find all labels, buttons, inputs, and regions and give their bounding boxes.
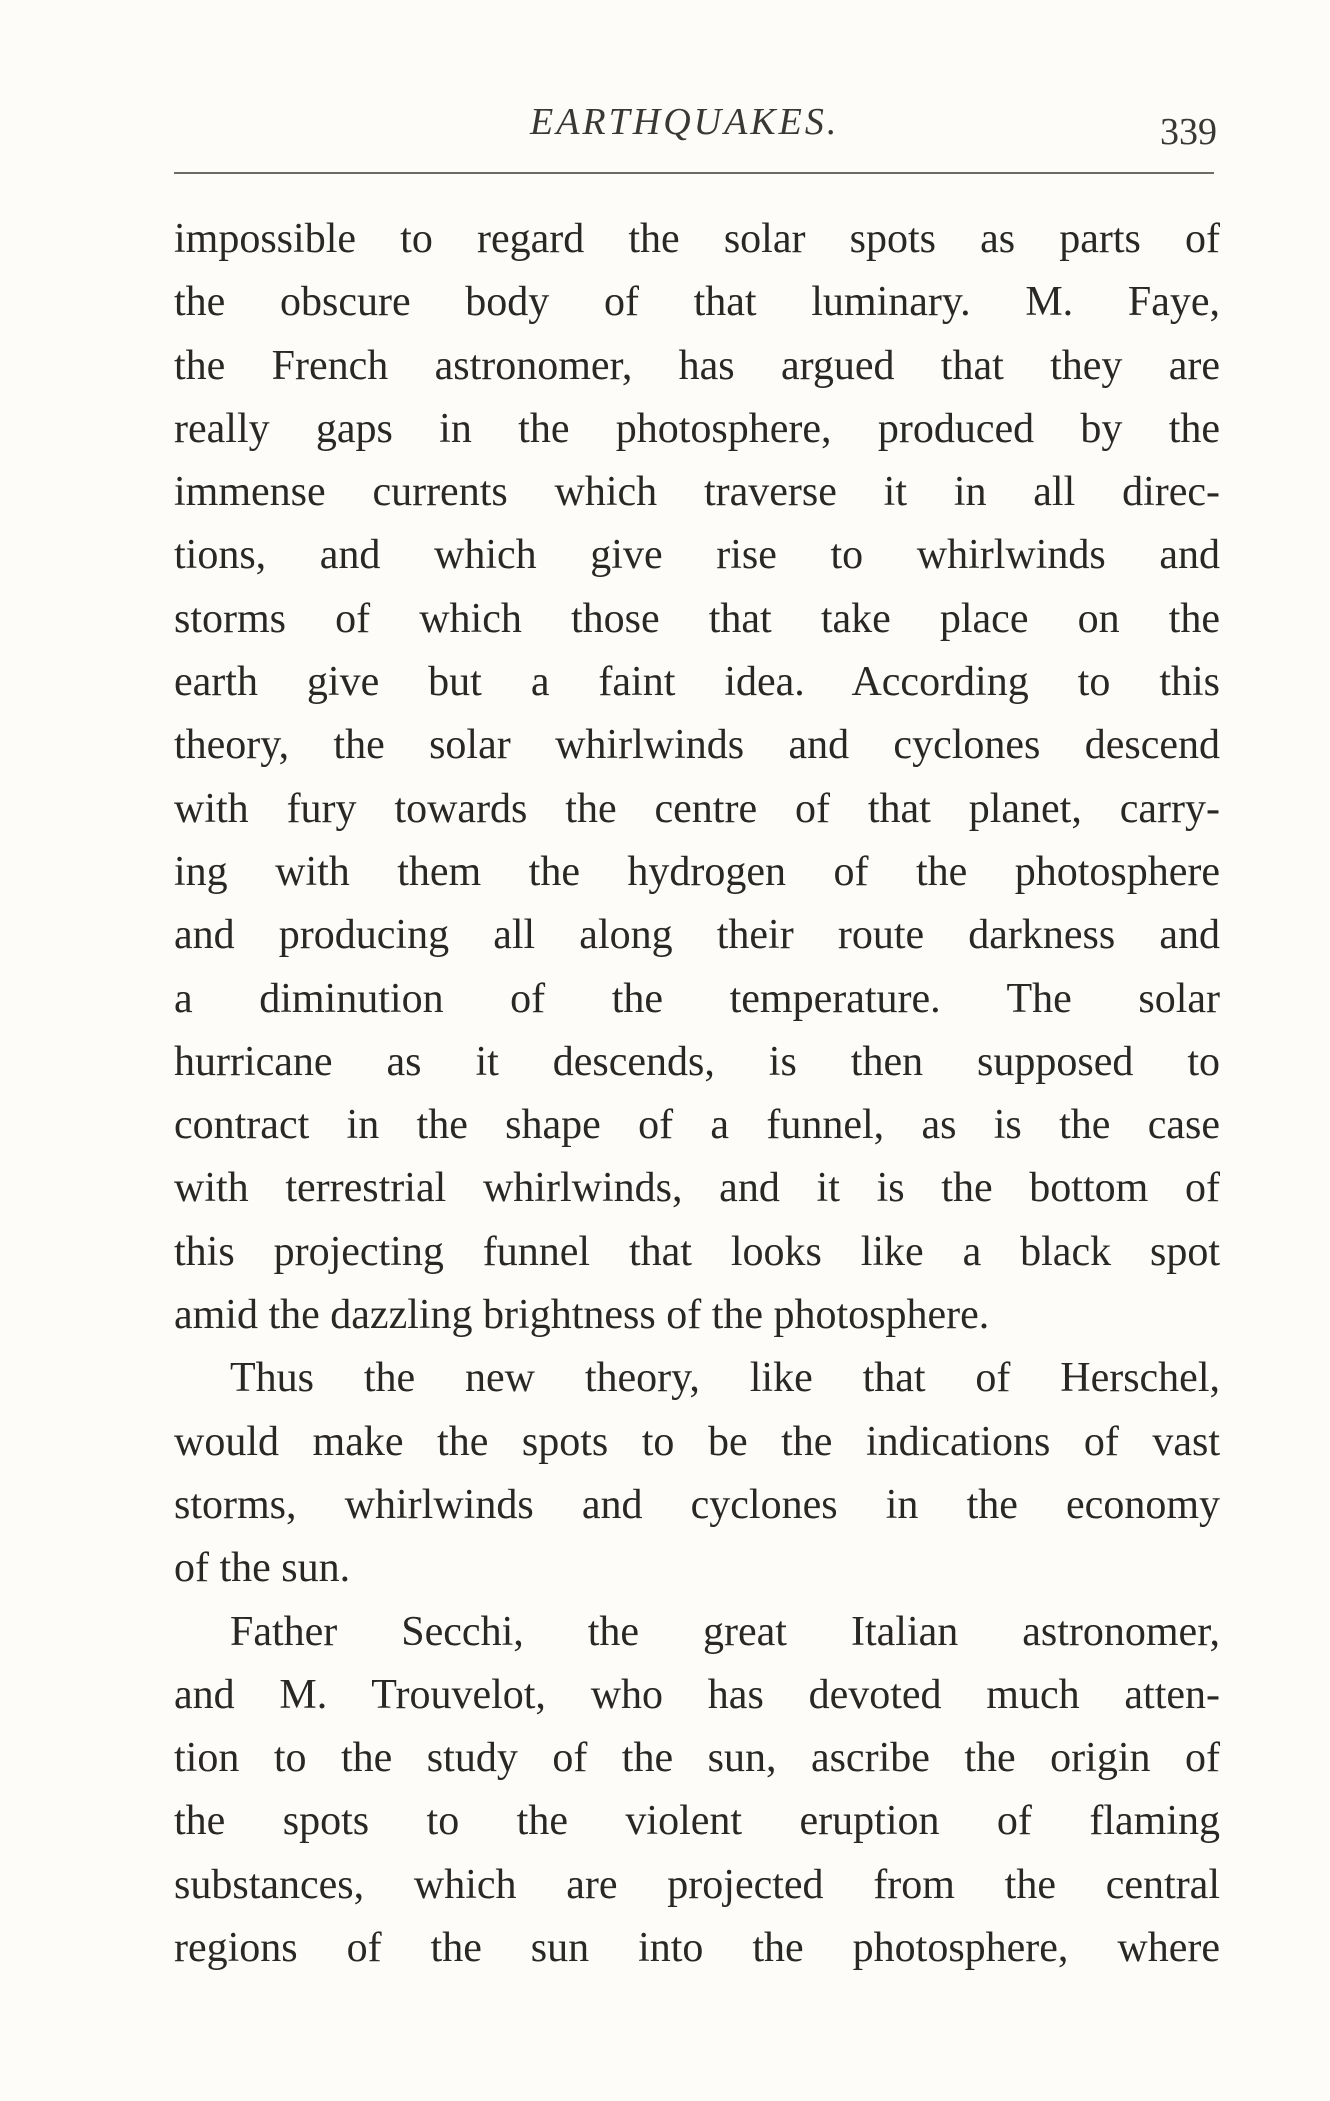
running-header-title: EARTHQUAKES.	[530, 101, 840, 143]
text-line: and M. Trouvelot, who has devoted much atten-	[174, 1671, 1220, 1718]
text-line: Thus the new theory, like that of Herschel,	[230, 1355, 1220, 1402]
text-line: contract in the shape of a funnel, as is the case	[174, 1102, 1220, 1149]
text-line: and producing all along their route darkness and	[174, 912, 1220, 959]
page-body	[174, 208, 1220, 1980]
page-number: 339	[1160, 111, 1217, 153]
text-line: with fury towards the centre of that planet, carry-	[174, 785, 1220, 832]
text-line: ing with them the hydrogen of the photosphere	[174, 848, 1220, 895]
text-line: storms of which those that take place on the	[174, 595, 1220, 642]
text-line: earth give but a faint idea. According to this	[174, 659, 1220, 706]
text-line: with terrestrial whirlwinds, and it is the bottom of	[174, 1165, 1220, 1212]
header-rule	[174, 172, 1214, 174]
text-line: would make the spots to be the indications of vast	[174, 1418, 1220, 1465]
text-line: substances, which are projected from the central	[174, 1861, 1220, 1908]
text-line: a diminution of the temperature. The solar	[174, 975, 1220, 1022]
text-line: hurricane as it descends, is then supposed to	[174, 1038, 1220, 1085]
text-line: tions, and which give rise to whirlwinds and	[174, 532, 1220, 579]
text-line: storms, whirlwinds and cyclones in the economy	[174, 1481, 1220, 1528]
text-line: the spots to the violent eruption of flaming	[174, 1798, 1220, 1845]
text-line: of the sun.	[174, 1545, 351, 1592]
text-line: regions of the sun into the photosphere, where	[174, 1925, 1220, 1972]
text-line: immense currents which traverse it in all direc-	[174, 469, 1220, 516]
text-line: the French astronomer, has argued that they are	[174, 342, 1220, 389]
text-line: amid the dazzling brightness of the photosphere.	[174, 1292, 990, 1339]
text-line: impossible to regard the solar spots as parts of	[174, 216, 1220, 262]
text-line: theory, the solar whirlwinds and cyclones descend	[174, 722, 1220, 769]
text-line: tion to the study of the sun, ascribe the origin of	[174, 1735, 1220, 1782]
text-line: this projecting funnel that looks like a black spot	[174, 1228, 1220, 1275]
text-line: Father Secchi, the great Italian astronomer,	[230, 1608, 1220, 1655]
text-line: really gaps in the photosphere, produced by the	[174, 405, 1220, 452]
text-line: the obscure body of that luminary. M. Faye,	[174, 279, 1220, 326]
